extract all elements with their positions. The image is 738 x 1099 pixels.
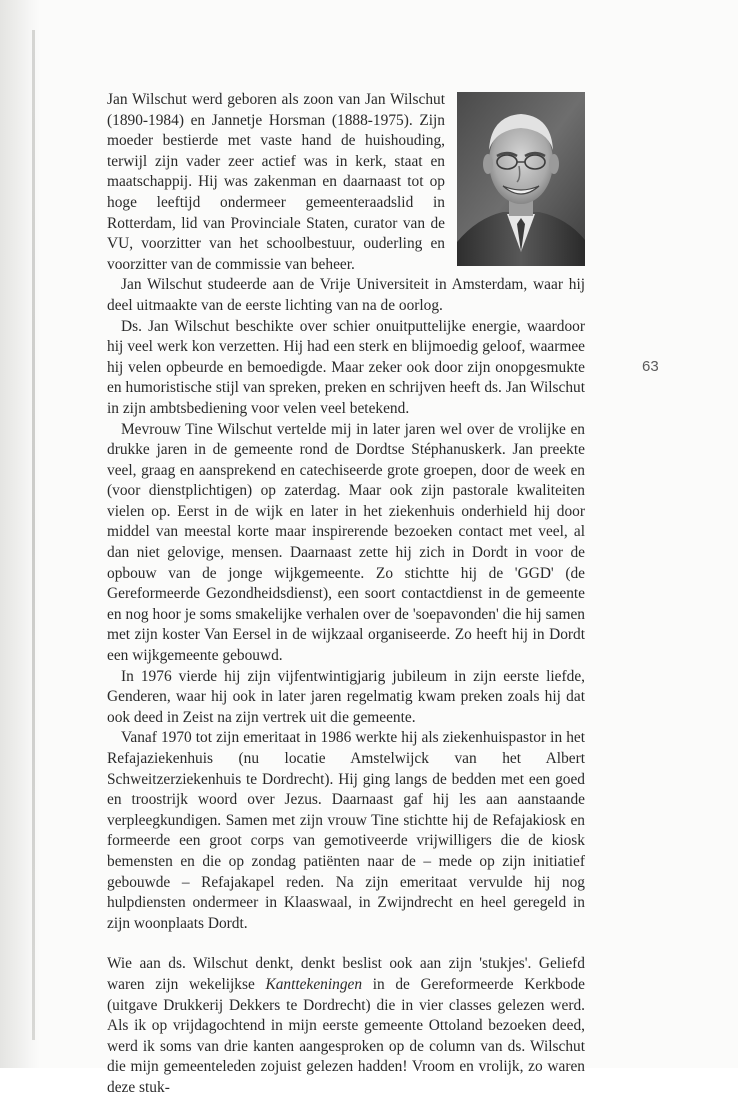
paragraph: Jan Wilschut werd geboren als zoon van Jan Wilschut (1890-1984) en Jannetje Horsman (1888-1975). Zijn moeder bestierde met vaste hand de huishouding, terwijl zijn vader zeer actief was in kerk, staat en maatschappij. Hij was zakenman en daarnaast tot op hoge leeftijd ondermeer gemeenteraadslid in Rotterdam, lid van Provinciale Staten, curator van de VU, voorzitter van het schoolbestuur, ouderling en voorzitter van de commissie van beheer. bbox=[107, 91, 445, 273]
paragraph: Jan Wilschut studeerde aan de Vrije Universiteit in Amsterdam, waar hij deel uitmaakte van de eerste lichting van na de oorlog. bbox=[107, 276, 585, 314]
paragraph-text: Wie aan ds. Wilschut denkt, denkt beslist ook aan zijn 'stukjes'. Geliefd waren zijn wekelijkse bbox=[107, 955, 585, 993]
page-number: 63 bbox=[642, 358, 659, 375]
book-spine-line bbox=[32, 30, 35, 1040]
paragraph: In 1976 vierde hij zijn vijfentwintigjarig jubileum in zijn eerste liefde, Genderen, waar hij ook in later jaren regelmatig kwam preken zoals hij dat ook deed in Zeist na zijn vertrek uit die gemeente. bbox=[107, 667, 585, 726]
paragraph: Ds. Jan Wilschut beschikte over schier onuitputtelijke energie, waardoor hij veel werk kon verzetten. Hij had een sterk en blijmoedig geloof, waarmee hij velen opbeurde en bemoedigde. Maar zeker ook door zijn onopgesmukte en humoristische stijl van spreken, preken en schrijven heeft ds. Jan Wilschut in zijn ambtsbediening voor velen veel betekend. bbox=[107, 317, 585, 417]
paragraph bbox=[107, 954, 585, 1098]
paragraph-text: in de Gereformeerde Kerkbode (uitgave Drukkerij Dekkers te Dordrecht) die in vier classes gelezen werd. Als ik op vrijdagochtend in mijn eerste gemeente Ottoland bezoeken deed, werd ik soms van drie kanten aangesproken op de column van ds. Wilschut die mijn gemeenteleden zojuist gelezen hadden! Vroom en vrolijk, zo waren deze stuk- bbox=[107, 975, 585, 1096]
body-text bbox=[107, 90, 585, 1099]
publication-title: Kanttekeningen bbox=[265, 975, 363, 993]
paragraph: Vanaf 1970 tot zijn emeritaat in 1986 werkte hij als ziekenhuispastor in het Refajaziekenhuis (nu locatie Amstelwijck van het Albert Schweitzerziekenhuis te Dordrecht). Hij ging langs de bedden met een goed en troostrijk woord over Jezus. Daarnaast gaf hij les aan aanstaande verpleegkundigen. Samen met zijn vrouw Tine stichtte hij de Refajakiosk en formeerde een groot corps van gemotiveerde vrijwilligers die de kiosk bemensten en die op zondag patiënten naar de – mede op zijn initiatief gebouwde – Refajakapel reden. Na zijn emeritaat vervulde hij nog hulpdiensten ondermeer in Klaaswaal, in Zwijndrecht en heel geregeld in zijn woonplaats Dordt. bbox=[107, 729, 585, 932]
portrait-photo bbox=[457, 92, 585, 266]
paragraph: Mevrouw Tine Wilschut vertelde mij in later jaren wel over de vrolijke en drukke jaren in de gemeente rond de Dordtse Stéphanuskerk. Jan preekte veel, graag en aansprekend en catechiseerde grote groepen, door de week en (voor dienstplichtigen) op zaterdag. Maar ook zijn pastorale kwaliteiten vielen op. Eerst in de wijk en later in het ziekenhuis onderhield hij door middel van meestal korte maar inspirerende bezoeken contact met veel, al dan niet gelovige, mensen. Daarnaast zette hij zich in Dordt in voor de opbouw van de jonge wijkgemeente. Zo stichtte hij de 'GGD' (de Gereformeerde Gezondheidsdienst), een soort contactdienst in de gemeente en nog hoor je soms smakelijke verhalen over de 'soepavonden' die hij samen met zijn koster Van Eersel in de wijkzaal organiseerde. Zo heeft hij in Dordt een wijkgemeente gebouwd. bbox=[107, 420, 585, 665]
